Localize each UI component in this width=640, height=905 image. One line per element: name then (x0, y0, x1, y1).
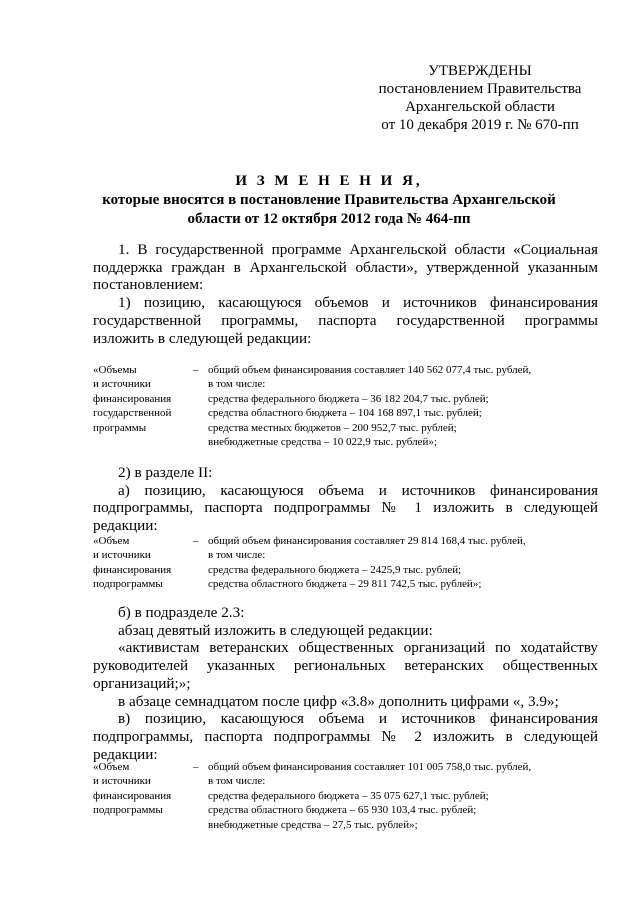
title-line-3: области от 12 октября 2012 года № 464-пп (187, 211, 471, 227)
table2-label-line: подпрограммы (93, 578, 163, 591)
table2-value-line: общий объем финансирования составляет 29 814 168,4 тыс. рублей, (208, 535, 526, 547)
table1-value-line: средства федерального бюджета – 36 182 204,7 тыс. рублей; (208, 392, 489, 405)
table1-label (93, 363, 193, 435)
paragraph-8: в абзаце семнадцатом после цифр «3.8» дополнить цифрами «, 3.9»; (118, 692, 559, 710)
title-line-2: которые вносятся в постановление Правительства Архангельской (102, 192, 556, 208)
table2-label (93, 534, 193, 592)
table3-label-line: и источники (93, 775, 151, 788)
paragraph-9: в) позицию, касающуюся объема и источников финансирования подпрограммы, паспорта подпрограммы № 2 изложить в следующей редакции: (93, 710, 598, 763)
table1-value-line: общий объем финансирования составляет 140 562 077,4 тыс. рублей, (208, 364, 532, 376)
approval-line-4: от 10 декабря 2019 г. № 670-пп (381, 117, 579, 133)
section-2 (93, 464, 598, 535)
paragraph-6: абзац девятый изложить в следующей редакции: (118, 621, 433, 639)
table1-label-line: «Объемы (93, 364, 137, 376)
section-3 (93, 604, 598, 763)
paragraph-5: б) в подразделе 2.3: (118, 604, 245, 621)
table3-label-line: подпрограммы (93, 804, 163, 817)
table3-value-line: общий объем финансирования составляет 101 005 758,0 тыс. рублей, (208, 761, 532, 773)
finance-table-2 (93, 534, 598, 594)
table3-label (93, 760, 193, 818)
section-1 (93, 241, 598, 347)
paragraph-4: а) позицию, касающуюся объема и источников финансирования подпрограммы, паспорта подпрограммы № 1 изложить в следующей редакции: (93, 481, 598, 535)
table2-label-line: финансирования (93, 563, 172, 576)
approval-stamp (370, 62, 590, 134)
table1-value-line: в том числе: (208, 378, 266, 391)
table1-value-line: средства местных бюджетов – 200 952,7 тыс. рублей; (208, 421, 457, 434)
table2-label-line: «Объем (93, 535, 130, 547)
table2-value-line: средства федерального бюджета – 2425,9 тыс. рублей; (208, 563, 462, 576)
table2-label-line: и источники (93, 549, 151, 562)
table1-value-line: внебюджетные средства – 10 022,9 тыс. рублей»; (208, 436, 437, 449)
table1-dash: – (193, 364, 199, 376)
document-title (60, 172, 598, 229)
table2-value-line: средства областного бюджета – 29 811 742,5 тыс. рублей»; (208, 578, 482, 591)
table3-label-line: «Объем (93, 761, 130, 773)
table3-value-line: внебюджетные средства – 27,5 тыс. рублей»; (208, 818, 418, 831)
paragraph-2: 1) позицию, касающуюся объемов и источников финансирования государственной программы, паспорта государственной программы изложить в следующей редакции: (93, 294, 598, 347)
table1-label-line: государственной (93, 407, 172, 420)
table3-value-line: в том числе: (208, 775, 266, 788)
approval-line-1: УТВЕРЖДЕНЫ (428, 63, 532, 79)
table3-values (208, 760, 598, 832)
table1-values (208, 363, 598, 449)
finance-table-3 (93, 760, 598, 835)
approval-line-2: постановлением Правительства (378, 81, 582, 97)
table1-label-line: программы (93, 421, 147, 434)
table1-label-line: финансирования (93, 392, 172, 405)
table1-label-line: и источники (93, 378, 151, 391)
table3-label-line: финансирования (93, 789, 172, 802)
table2-dash: – (193, 535, 199, 547)
table3-value-line: средства областного бюджета – 65 930 103,4 тыс. рублей; (208, 804, 477, 817)
table2-values (208, 534, 598, 592)
table2-value-line: в том числе: (208, 549, 266, 562)
table3-dash: – (193, 761, 199, 773)
paragraph-7: «активистам ветеранских общественных организаций по ходатайству руководителей указанных региональных ветеранских общественных организаций;»; (93, 639, 598, 692)
approval-line-3: Архангельской области (405, 99, 555, 115)
finance-table-1 (93, 363, 598, 453)
title-heading: И З М Е Н Е Н И Я, (235, 173, 423, 189)
table3-value-line: средства федерального бюджета – 35 075 627,1 тыс. рублей; (208, 789, 489, 802)
table1-value-line: средства областного бюджета – 104 168 897,1 тыс. рублей; (208, 407, 482, 420)
paragraph-3: 2) в разделе II: (118, 464, 213, 481)
paragraph-1: 1. В государственной программе Архангельской области «Социальная поддержка граждан в Архангельской области», утвержденной указанным постановлением: (93, 241, 598, 294)
